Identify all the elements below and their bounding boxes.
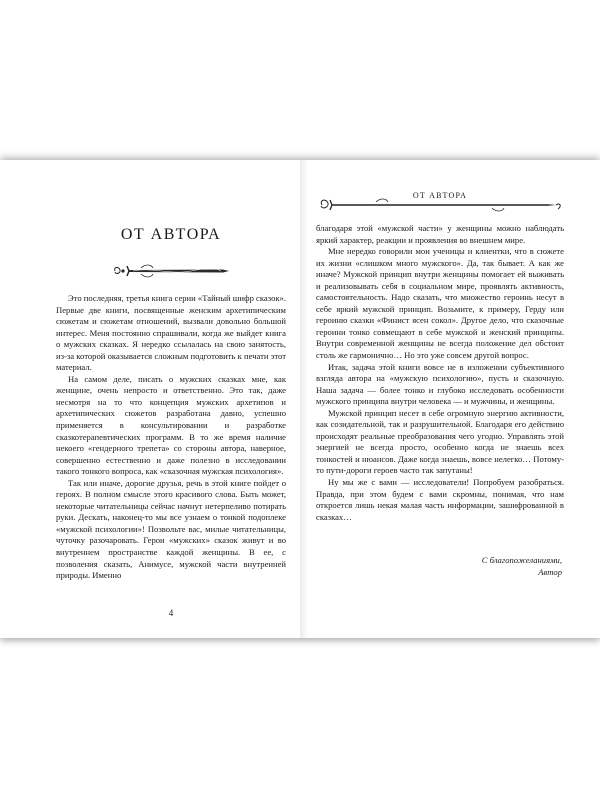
sword-divider-icon bbox=[316, 196, 564, 214]
right-page bbox=[316, 160, 564, 638]
signature-greeting: С благопожеланиями, bbox=[481, 555, 562, 565]
paragraph: На самом деле, писать о мужских сказках мне, как женщине, очень непросто и ответственно. Это так, даже несмотря на то что концепция мужских архетипов и архетипических сюжетов разработана давно, успешно применяется в консультировании и разработке сказкотерапевтических программ. В то же время наличие некоего «гендерного трепета» со стороны автора, наверное, совершенно естественно и даже полезно в исследовании такого тонкого вопроса, как «сказочная мужская психология». bbox=[56, 373, 286, 477]
book-spread bbox=[0, 160, 600, 638]
paragraph: благодаря этой «мужской части» у женщины можно наблюдать яркий характер, реакции и проявления во внешнем мире. bbox=[316, 223, 564, 245]
running-head: ОТ АВТОРА bbox=[412, 191, 468, 200]
paragraph: Итак, задача этой книги вовсе не в изложении субъективного взгляда автора на «мужскую психологию», пусть и сказочную. Наша задача — более тонко и глубоко исследовать особенности мужского принципа внутри человека — и мужчины, и женщины. bbox=[316, 361, 564, 407]
paragraph: Это последняя, третья книга серии «Тайный шифр сказок». Первые две книги, посвященные женским архетипическим сюжетам и сюжетам отношений, вызвали довольно большой интерес. Меня постоянно спрашивали, когда же выйдет книга о мужских сказках. Я нередко ссылалась на свою занятость, из-за которой оказывается сложным подготовить к печати этот материал. bbox=[56, 293, 286, 373]
paragraph: Мне нередко говорили мои ученицы и клиентки, что в сюжете их жизни «слишком много мужского». Да, так бывает. А как же иначе? Мужской принцип внутри женщины помогает ей выживать и реализовывать себя в социальном мире, проявлять активность, самостоятельность. Надо сказать, что множество героинь несут в себе яркий мужской принцип. Возьмите, к примеру, Герду или героиню сказки «Финист ясен сокол». Другое дело, что сказочные героини тонко совмещают в себе мужской и женский принципы. Внутри современной женщины не всегда положение дел обстоит столь же гармонично… Но это уже совсем другой вопрос. bbox=[316, 246, 564, 361]
signature-block bbox=[482, 555, 562, 578]
left-body-text bbox=[56, 293, 286, 582]
right-body-text bbox=[316, 223, 564, 523]
paragraph: Так или иначе, дорогие друзья, речь в этой книге пойдет о героях. В полном смысле этого красивого слова. Быть может, некоторые читательницы сейчас начнут нетерпеливо потирать руки. Дескать, наконец-то мы все узнаем о тонкой подоплеке «мужской психологии»! Позвольте вас, милые читательницы, чуточку разочаровать. Герои «мужских» сказок живут и во внутреннем пространстве каждой женщины. В ее, с позволения сказать, Анимусе, мужской части внутренней природы. Именно bbox=[56, 477, 286, 581]
sword-ornament-icon bbox=[111, 263, 231, 279]
signature-author: Автор bbox=[538, 566, 562, 577]
paragraph: Ну мы же с вами — исследователи! Попробуем разобраться. Правда, при этом будем с вами скромны, понимая, что нам откроется лишь некая малая часть информации, зашифрованной в сказках… bbox=[316, 477, 564, 522]
page-number: 4 bbox=[168, 608, 174, 618]
paragraph: Мужской принцип несет в себе огромную энергию активности, как созидательной, так и разрушительной. Благодаря его действию происходят реальные преобразования чего угодно. Управлять этой энергией не всегда просто, особенно когда не знаешь всех тонкостей и нюансов. Даже когда знаешь, вовсе нелегко… Потому-то пути-дороги героев часто так запутаны! bbox=[316, 407, 564, 476]
page-gutter bbox=[300, 160, 308, 638]
chapter-title: ОТ АВТОРА bbox=[120, 226, 222, 243]
left-page bbox=[56, 160, 286, 638]
